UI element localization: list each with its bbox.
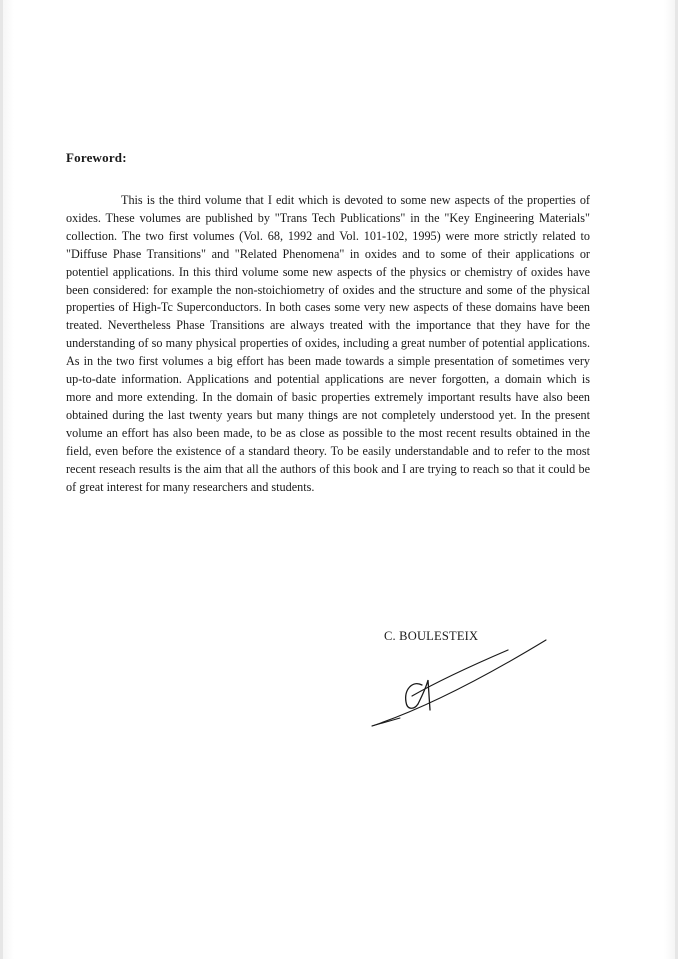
foreword-paragraph: This is the third volume that I edit which is devoted to some new aspects of the properties of oxides. These volumes are published by "Trans Tech Publications" in the "Key Engineering Materials" collection. The two first volumes (Vol. 68, 1992 and Vol. 101-102, 1995) were more strictly related to "Diffuse Phase Transitions" and "Related Phenomena" in oxides and to some of their applications or potentiel applications. In this third volume some new aspects of the physics or chemistry of oxides have been considered: for example the non-stoichiometry of oxides and the structure and some of the physical properties of High-Tc Superconductors. In both cases some very new aspects of these domains have been treated. Nevertheless Phase Transitions are always treated with the importance that they have for the understanding of so many physical properties of oxides, including a great number of potential applications. As in the two first volumes a big effort has been made towards a simple presentation of sometimes very up-to-date information. Applications and potential applications are never forgotten, a domain which is more and more extending. In the domain of basic properties extremely important results have also been obtained during the last twenty years but many things are not completely understood yet. In the present volume an effort has also been made, to be as close as possible to the most recent results obtained in the field, even before the existence of a standard theory. To be easily understandable and to refer to the most recent reseach results is the aim that all the authors of this book and I are trying to reach so that it could be of great interest for many researchers and students. bbox=[66, 193, 590, 494]
author-name: C. BOULESTEIX bbox=[384, 629, 479, 643]
handwritten-signature bbox=[360, 630, 560, 740]
foreword-heading: Foreword: bbox=[66, 150, 127, 165]
scan-edge-left bbox=[0, 0, 3, 959]
